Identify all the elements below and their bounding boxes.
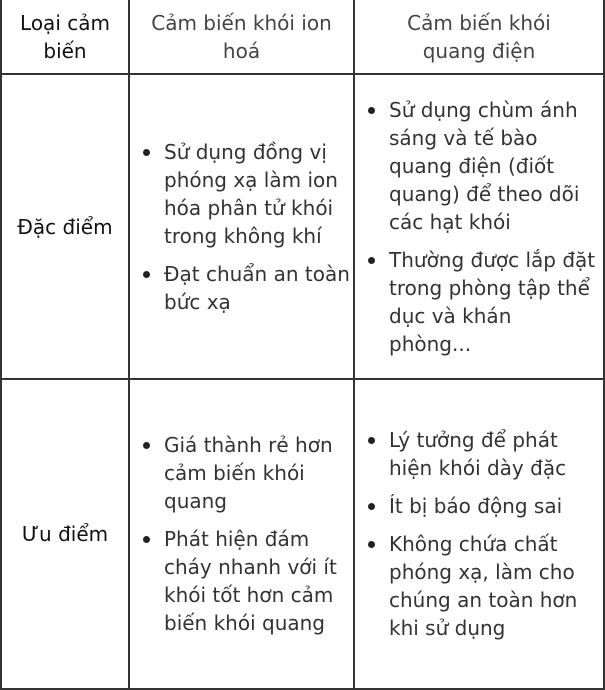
list-item: Sử dụng đồng vị phóng xạ làm ion hóa phân tử khói trong không khí (138, 138, 350, 250)
row-label-advantages: Ưu điểm (21, 522, 109, 546)
list-item: Lý tưởng để phát hiện khói dày đặc (363, 426, 599, 482)
header-ionization-sensor: Cảm biến khói ion hoá (151, 10, 332, 63)
photo-features-list (363, 96, 599, 358)
list-item: Không chứa chất phóng xạ, làm cho chúng an toàn hơn khi sử dụng (363, 530, 599, 642)
column-divider-1 (128, 0, 130, 690)
list-item: Đạt chuẩn an toàn bức xạ (138, 260, 350, 316)
photo-features-cell (363, 75, 599, 378)
ion-features-cell (138, 75, 350, 378)
list-item: Ít bị báo động sai (363, 492, 599, 520)
header-sensor-type: Loại cảm biến (20, 10, 110, 63)
ion-advantages-list (138, 431, 350, 637)
column-divider-2 (353, 0, 355, 690)
ion-features-list (138, 138, 350, 316)
photo-advantages-list (363, 426, 599, 642)
ion-advantages-cell (138, 380, 350, 688)
list-item: Giá thành rẻ hơn cảm biến khói quang (138, 431, 350, 515)
list-item: Phát hiện đám cháy nhanh với ít khói tốt hơn cảm biến khói quang (138, 525, 350, 637)
row-label-features: Đặc điểm (17, 214, 113, 239)
photo-advantages-cell (363, 380, 599, 688)
header-photoelectric-sensor: Cảm biến khói quang điện (407, 10, 551, 63)
list-item: Thường được lắp đặt trong phòng tập thể dục và khán phòng... (363, 246, 599, 358)
list-item: Sử dụng chùm ánh sáng và tế bào quang điện (điốt quang) để theo dõi các hạt khói (363, 96, 599, 236)
